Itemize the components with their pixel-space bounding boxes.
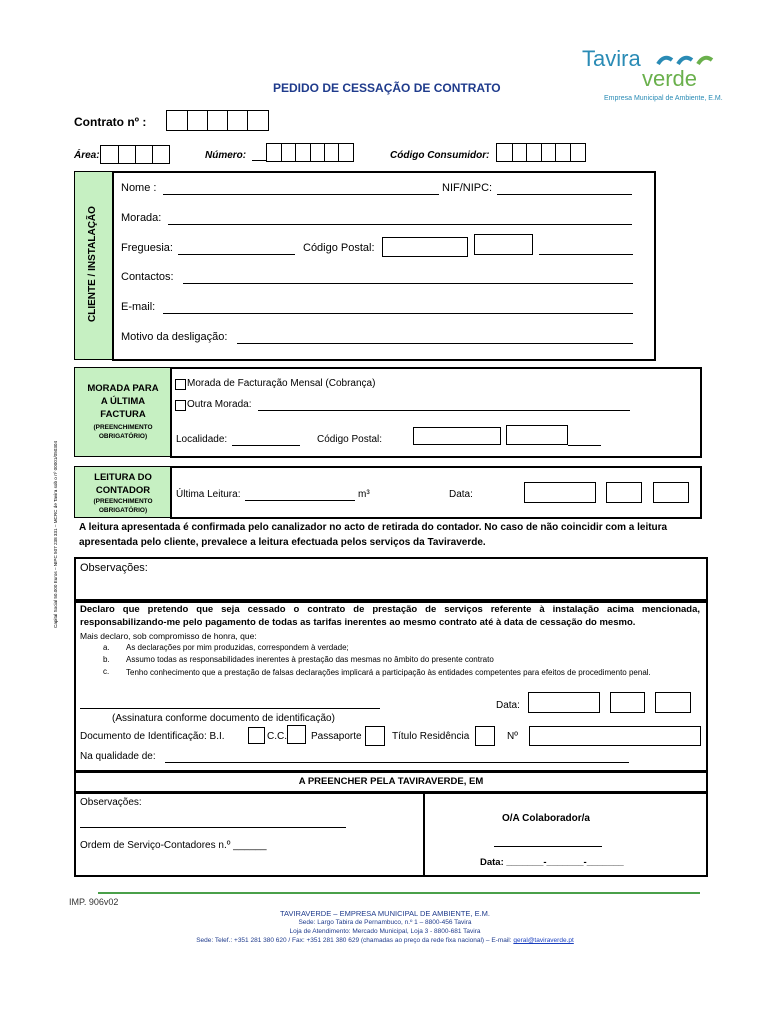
declaration-item-c: Tenho conhecimento que a prestação de falsas declarações implicará a participação às entidades competentes para efeitos de procedimento penal. [126, 668, 651, 677]
passaporte-checkbox[interactable] [365, 726, 385, 746]
contrato-label: Contrato nº : [74, 115, 147, 129]
leitura-data-year[interactable] [653, 482, 689, 503]
morada-factura-section-label: MORADA PARA A ÚLTIMA FACTURA (PREENCHIMENTO OBRIGATÓRIO) [74, 367, 172, 457]
signature-line[interactable] [80, 708, 380, 709]
observacoes-section [74, 557, 708, 603]
observacoes-label: Observações: [80, 562, 148, 574]
footer-email-link[interactable]: geral@taviraverde.pt [513, 937, 574, 944]
internal-divider [423, 791, 425, 875]
facturacao-mensal-checkbox[interactable] [175, 379, 186, 390]
leitura-data-label: Data: [449, 489, 473, 500]
titulo-residencia-label: Título Residência [392, 731, 470, 742]
nif-input[interactable] [497, 194, 632, 195]
logo-tavira: Tavira [582, 46, 641, 71]
declaration-item-a: As declarações por mim produzidas, correspondem à verdade; [126, 643, 349, 652]
leitura-data-day[interactable] [524, 482, 596, 503]
morada-label: Morada: [121, 212, 162, 224]
outra-morada-input[interactable] [258, 410, 630, 411]
footer-loja: Loja de Atendimento: Mercado Municipal, Loja 3 - 8800-681 Tavira [289, 928, 481, 935]
ultima-leitura-unit: m³ [358, 489, 370, 500]
codigo-postal-factura-input-2[interactable] [506, 425, 568, 445]
email-label: E-mail: [121, 301, 156, 313]
declaration-data-month[interactable] [610, 692, 645, 713]
assinatura-label: (Assinatura conforme documento de identificação) [112, 713, 335, 724]
contrato-input[interactable] [166, 110, 269, 131]
freguesia-label: Freguesia: [121, 242, 173, 254]
facturacao-mensal-label: Morada de Facturação Mensal (Cobrança) [187, 378, 376, 389]
localidade-factura-input[interactable] [232, 445, 300, 446]
declaration-item-b: Assumo todas as responsabilidades inerentes à prestação das mesmas no âmbito do presente contrato [126, 655, 494, 664]
declaration-intro: Mais declaro, sob compromisso de honra, que: [80, 631, 257, 641]
logo-waves-icon [656, 52, 716, 66]
internal-heading-bar: A PREENCHER PELA TAVIRAVERDE, EM [74, 771, 708, 794]
cliente-section-label: CLIENTE / INSTALAÇÃO [74, 171, 114, 360]
motivo-label: Motivo da desligação: [121, 331, 228, 343]
localidade-factura-input-2[interactable] [568, 445, 601, 446]
leitura-notice: A leitura apresentada é confirmada pelo canalizador no acto de retirada do contador. No caso de não coincidir com a leitura apresentada pelo cliente, prevalece a leitura efectuada pelos serviços da Taviraverde. [79, 522, 668, 548]
codigo-postal-label: Código Postal: [303, 242, 375, 254]
internal-observacoes-label: Observações: [80, 797, 142, 808]
footer-contacts: Sede: Telef.: +351 281 380 620 / Fax: +351 281 380 629 (chamadas ao preço da rede fixa nacional) – E-mail: geral@taviraverde.pt [196, 937, 574, 944]
logo-tagline: Empresa Municipal de Ambiente, E.M. [604, 95, 723, 102]
codigo-consumidor-label: Código Consumidor: [390, 150, 490, 161]
declaration-item-c-letter: c. [103, 667, 110, 676]
cc-label: C.C. [267, 731, 287, 742]
footer-divider [98, 892, 700, 894]
bi-checkbox[interactable] [248, 727, 265, 744]
cc-checkbox[interactable] [287, 725, 306, 744]
doc-id-label: Documento de Identificação: B.I. [80, 731, 225, 742]
contactos-input[interactable] [183, 283, 633, 284]
side-note: Capital Social 50.000 Euros – NIPC 507 238 331 – MCRC de Tavira sob o nº 00001/050304 [53, 441, 58, 628]
outra-morada-checkbox[interactable] [175, 400, 186, 411]
doc-numero-label: Nº [507, 731, 518, 742]
codigo-postal-input-1[interactable] [382, 237, 468, 257]
ordem-servico-label: Ordem de Serviço-Contadores n.º ______ [80, 840, 267, 851]
declaration-item-b-letter: b. [103, 655, 110, 664]
page-title: PEDIDO DE CESSAÇÃO DE CONTRATO [273, 81, 501, 95]
contactos-label: Contactos: [121, 271, 174, 283]
logo-verde: verde [642, 66, 698, 91]
email-input[interactable] [163, 313, 633, 314]
declaration-data-day[interactable] [528, 692, 600, 713]
logo [578, 46, 728, 108]
numero-input[interactable] [266, 143, 354, 162]
leitura-section-label: LEITURA DO CONTADOR (PREENCHIMENTO OBRIGATÓRIO) [74, 466, 172, 518]
form-code: IMP. 906v02 [69, 897, 119, 907]
area-label: Área: [74, 150, 100, 161]
declaration-bold: Declaro que pretendo que seja cessado o contrato de prestação de serviços referente à instalação acima mencionada, responsabilizando-me pelo pagamento de todas as tarifas inerentes ao mesmo contrato até à data de cessação do mesmo. [80, 604, 700, 628]
codigo-consumidor-input[interactable] [496, 143, 586, 162]
localidade-factura-label: Localidade: [176, 434, 228, 445]
qualidade-label: Na qualidade de: [80, 751, 156, 762]
ultima-leitura-input[interactable] [245, 500, 355, 501]
declaration-data-year[interactable] [655, 692, 691, 713]
localidade-input[interactable] [539, 254, 633, 255]
leitura-data-month[interactable] [606, 482, 642, 503]
internal-observacoes-input[interactable] [80, 827, 346, 828]
codigo-postal-factura-label: Código Postal: [317, 434, 383, 445]
codigo-postal-factura-input-1[interactable] [413, 427, 501, 445]
morada-input[interactable] [168, 224, 632, 225]
area-input[interactable] [100, 145, 170, 164]
footer-sede: Sede: Largo Tabira de Pernambuco, n.º 1 – 8800-456 Tavira [298, 919, 472, 926]
motivo-input[interactable] [237, 343, 633, 344]
internal-data: Data: _______-_______-_______ [480, 857, 624, 868]
colaborador-signature[interactable] [494, 846, 602, 847]
codigo-postal-input-2[interactable] [474, 234, 533, 255]
declaration-item-a-letter: a. [103, 643, 110, 652]
qualidade-input[interactable] [165, 762, 629, 763]
passaporte-label: Passaporte [311, 731, 362, 742]
ultima-leitura-label: Última Leitura: [176, 489, 241, 500]
nome-input[interactable] [163, 194, 439, 195]
nome-label: Nome : [121, 182, 157, 194]
outra-morada-label: Outra Morada: [187, 399, 252, 410]
titulo-residencia-checkbox[interactable] [475, 726, 495, 746]
nif-label: NIF/NIPC: [442, 182, 493, 194]
numero-label: Número: [205, 150, 247, 161]
colaborador-label: O/A Colaborador/a [502, 813, 590, 824]
footer-company: TAVIRAVERDE – EMPRESA MUNICIPAL DE AMBIENTE, E.M. [279, 909, 491, 918]
declaration-data-label: Data: [496, 700, 520, 711]
freguesia-input[interactable] [178, 254, 295, 255]
doc-numero-input[interactable] [529, 726, 701, 746]
